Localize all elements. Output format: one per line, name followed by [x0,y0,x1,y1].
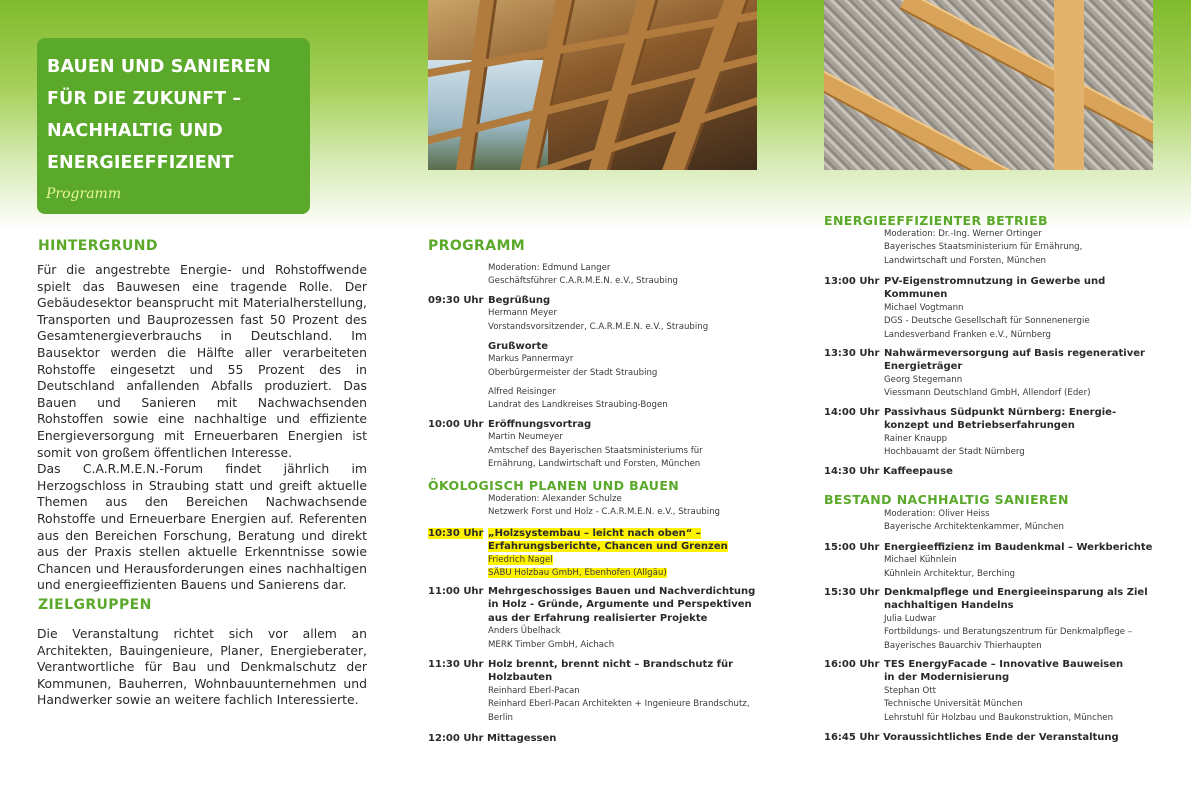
entry-title: Mehrgeschossiges Bauen und Nachverdichtung [488,586,756,597]
entry-line: Ernährung, Landwirtschaft und Forsten, München [488,459,701,470]
moderation-text [488,493,720,520]
entry-line: Technische Universität München [884,699,1023,710]
entry-time: 16:00 Uhr [824,659,880,670]
entry-title: Begrüßung [488,295,551,306]
entry-line: Michael Vogtmann [884,302,964,313]
line: Moderation: Oliver Heiss [884,509,990,519]
entry-title: Eröffnungsvortrag [488,419,592,430]
section-heading-programm: PROGRAMM [428,238,526,254]
entry-line: Hochbauamt der Stadt Nürnberg [884,447,1025,458]
entry-time: 11:00 Uhr [428,586,484,597]
entry-line: Stephan Ott [884,685,936,696]
entry-time: 15:00 Uhr [824,542,880,553]
entry-time: 15:30 Uhr [824,587,880,598]
program-entry-lunch: 12:00 Uhr Mittagessen [428,733,557,744]
line: Bayerische Architektenkammer, München [884,522,1064,533]
entry-line: Georg Stegemann [884,374,963,385]
entry-line: Michael Kühnlein [884,555,957,566]
paragraph: Für die angestrebte Energie- und Rohstoffwende spielt das Bauwesen eine tragende Rolle. Der Gebäudesektor beansprucht mit Materialherstellung, Transporten und Bauprozessen fast 50 Prozent des Gesamtenergieverbrauchs in Deutschland. Im Bausektor werden die Hälfte aller verarbeiteten Rohstoffe eingesetzt und 55 Prozent des in Deutschland anfallenden Abfalls produziert. Das Bauen und Sanieren mit Nachwachsenden Rohstoffen sowie eine nachhaltige und effiziente Energieversorgung mit Erneuerbaren Energien ist somit von großem öffentlichen Interesse. [37,262,367,460]
entry-line: Vorstandsvorsitzender, C.A.R.M.E.N. e.V., Straubing [488,321,709,332]
title-line: NACHHALTIG UND [47,121,223,141]
program-entry-end: 16:45 Uhr Voraussichtliches Ende der Veranstaltung [824,732,1119,743]
zielgruppen-text [37,626,367,709]
title-line: BAUEN UND SANIEREN [47,57,271,77]
entry-title: aus der Erfahrung realisierter Projekte [488,612,708,624]
entry-time: 09:30 Uhr [428,295,484,306]
entry-title: nachhaltigen Handelns [884,600,1014,612]
moderation-text [884,228,1082,268]
line: Landrat des Landkreises Straubing-Bogen [488,400,668,411]
entry-title: Holz brennt, brennt nicht – Brandschutz für [488,659,734,670]
entry-line: Bayerisches Bauarchiv Thierhaupten [884,640,1042,651]
entry-title: Energieeffizienz im Baudenkmal – Werkberichte [884,542,1153,553]
hintergrund-text [37,262,367,594]
entry-title: TES EnergyFacade – Innovative Bauweisen [884,659,1124,670]
entry-title: in der Modernisierung [884,672,1010,684]
line: Netzwerk Forst und Holz - C.A.R.M.E.N. e.V., Straubing [488,507,721,518]
title-line: ENERGIEEFFIZIENT [47,153,234,173]
entry-title: konzept und Betriebserfahrungen [884,420,1075,432]
entry-time: 14:00 Uhr [824,407,880,418]
entry-line: DGS - Deutsche Gesellschaft für Sonnenenergie [884,316,1090,327]
title-box [37,38,310,214]
entry-time: 13:30 Uhr [824,348,880,359]
program-entry-coffee: 14:30 Uhr Kaffeepause [824,466,953,477]
paragraph: Die Veranstaltung richtet sich vor allem an Architekten, Bauingenieure, Planer, Energieberater, Verantwortliche für Bau und Denkmalschutz der Kommunen, Bauherren, Wohnbauunternehmen und Handwerker sowie an weitere fachlich Interessierte. [37,626,367,708]
paragraph: Das C.A.R.M.E.N.-Forum findet jährlich im Herzogschloss in Straubing statt und greift aktuelle Themen aus den Bereichen Nachwachsende Rohstoffe und Erneuerbare Energien auf. Referenten aus den Bereichen Forschung, Beratung und direkt aus der Praxis stellen aktuelle Erkenntnisse sowie Chancen und Herausforderungen eines nachhaltigen und energieeffizienten Bauens und Sanierens dar. [37,461,367,593]
entry-line: Viessmann Deutschland GmbH, Allendorf (Eder) [884,388,1091,399]
page-title [47,51,303,179]
entry-line: Amtschef des Bayerischen Staatsministeriums für [488,445,703,456]
entry-title: Nahwärmeversorgung auf Basis regenerativer [884,348,1145,359]
entry-time: 10:30 Uhr [428,528,484,539]
entry-title: Holzbauten [488,672,553,684]
entry-line: Lehrstuhl für Holzbau und Baukonstruktion, München [884,712,1114,723]
entry-line: Fortbildungs- und Beratungszentrum für Denkmalpflege – [884,627,1133,638]
entry-line: Oberbürgermeister der Stadt Straubing [488,367,658,378]
entry-line: Martin Neumeyer [488,432,563,443]
entry-title: Kommunen [884,289,948,301]
entry-title: Energieträger [884,361,963,373]
entry-line: SÄBU Holzbau GmbH, Ebenhofen (Allgäu) [488,568,667,579]
entry-title: in Holz - Gründe, Argumente und Perspektiven [488,599,752,611]
subtitle: Programm [46,186,122,202]
entry-title: „Holzsystembau – leicht nach oben“ – [488,528,701,539]
moderation-text [488,262,678,289]
section-heading-energie: ENERGIEEFFIZIENTER BETRIEB [824,213,1048,228]
speaker-block [488,386,668,413]
line: Geschäftsführer C.A.R.M.E.N. e.V., Straubing [488,276,678,287]
entry-title: Erfahrungsberichte, Chancen und Grenzen [488,541,728,553]
entry-line: Friedrich Nagel [488,554,553,565]
entry-line: Reinhard Eberl-Pacan [488,685,580,696]
entry-time: 13:00 Uhr [824,276,880,287]
line: Bayerisches Staatsministerium für Ernährung, [884,242,1083,253]
entry-line: Markus Pannermayr [488,354,574,365]
entry-line: MERK Timber GmbH, Aichach [488,639,615,650]
title-line: FÜR DIE ZUKUNFT – [47,89,242,109]
entry-title: Denkmalpflege und Energieeinsparung als Ziel [884,587,1148,598]
line: Moderation: Alexander Schulze [488,494,622,504]
line: Moderation: Dr.-Ing. Werner Ortinger [884,229,1042,239]
entry-line: Anders Übelhack [488,626,561,637]
line: Landwirtschaft und Forsten, München [884,255,1046,266]
section-heading-zielgruppen: ZIELGRUPPEN [38,597,152,613]
wood-plank [1054,0,1084,170]
entry-title: PV-Eigenstromnutzung in Gewerbe und [884,276,1106,287]
line: Alfred Reisinger [488,387,556,397]
entry-line: Landesverband Franken e.V., Nürnberg [884,329,1051,340]
section-heading-bestand: BESTAND NACHHALTIG SANIEREN [824,492,1069,507]
insulation-photo [824,0,1153,170]
entry-line: Hermann Meyer [488,308,558,319]
section-heading-oekologisch: ÖKOLOGISCH PLANEN UND BAUEN [428,478,680,493]
entry-line: Rainer Knaupp [884,433,948,444]
wooden-facade-photo [428,0,757,170]
moderation-text [884,508,1064,535]
entry-line: Kühnlein Architektur, Berching [884,568,1016,579]
entry-line: Berlin [488,712,513,723]
section-heading-hintergrund: HINTERGRUND [38,238,158,254]
entry-title: Grußworte [488,341,549,352]
entry-title: Passivhaus Südpunkt Nürnberg: Energie- [884,407,1117,418]
entry-time: 10:00 Uhr [428,419,484,430]
entry-line: Reinhard Eberl-Pacan Architekten + Ingenieure Brandschutz, [488,699,750,710]
entry-time: 11:30 Uhr [428,659,484,670]
entry-line: Julia Ludwar [884,613,937,624]
line: Moderation: Edmund Langer [488,263,611,273]
